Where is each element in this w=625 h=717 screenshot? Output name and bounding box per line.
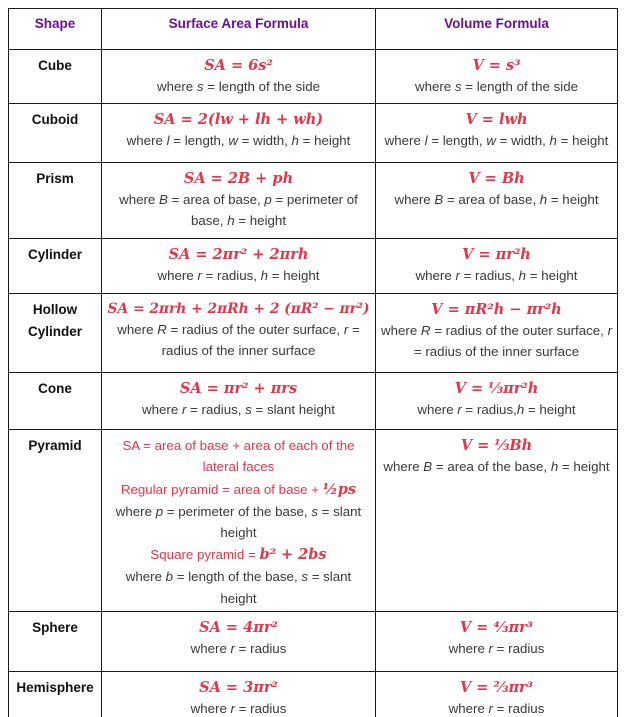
sa-cell-cylinder xyxy=(102,239,376,294)
volume-where-clause: where l = length, w = width, h = height xyxy=(384,133,609,149)
sa-where-clause: where l = length, w = width, h = height xyxy=(126,133,351,149)
sa-formula: SA = 2(lw + lh + wh) xyxy=(153,111,324,128)
sa-cell-hollow-cylinder xyxy=(102,294,376,373)
volume-where-clause: where B = area of base, h = height xyxy=(394,192,599,208)
volume-cell-hollow-cylinder xyxy=(376,294,618,373)
table-row-sphere xyxy=(9,611,618,671)
sa-formula: SA = 2B + ph xyxy=(183,170,294,187)
header-shape: Shape xyxy=(9,9,102,50)
sa-formula: SA = 4πr² xyxy=(199,618,278,636)
sa-where-clause: where r = radius xyxy=(190,700,287,716)
volume-where-clause: where r = radius, h = height xyxy=(415,268,578,284)
volume-formula: V = s³ xyxy=(472,57,521,74)
shape-name-pyramid: Pyramid xyxy=(9,430,102,612)
sa-where-clause: where p = perimeter of the base, s = slant height xyxy=(115,503,362,540)
volume-formula: V = lwh xyxy=(465,111,528,128)
shape-name-cylinder: Cylinder xyxy=(9,239,102,294)
sa-cell-cuboid xyxy=(102,104,376,163)
volume-formula: V = πr²h xyxy=(462,246,531,263)
formula-table xyxy=(8,8,618,717)
shape-name-sphere: Sphere xyxy=(9,611,102,671)
header-row xyxy=(9,9,618,50)
shape-name-cuboid: Cuboid xyxy=(9,104,102,163)
volume-formula: V = πR²h − πr²h xyxy=(431,301,562,318)
sa-cell-pyramid xyxy=(102,430,376,612)
volume-cell-cuboid xyxy=(376,104,618,163)
table-row-hollow-cylinder xyxy=(9,294,618,373)
shape-name-hollow-cylinder: Hollow Cylinder xyxy=(9,294,102,373)
table-row-prism xyxy=(9,163,618,239)
sa-where-clause: where r = radius xyxy=(190,640,287,656)
sa-cell-prism xyxy=(102,163,376,239)
sa-formula: SA = πr² + πrs xyxy=(179,380,298,397)
table-row-cuboid xyxy=(9,104,618,163)
sa-where-clause: where R = radius of the outer surface, r = radius of the inner surface xyxy=(117,322,360,359)
table-row-pyramid xyxy=(9,430,618,612)
sa-formula-text-line: SA = area of base + area of each of the lateral faces xyxy=(122,438,355,475)
volume-where-clause: where r = radius xyxy=(448,700,545,716)
shape-name-hemisphere: Hemisphere xyxy=(9,671,102,717)
volume-cell-pyramid xyxy=(376,430,618,612)
sa-formula: SA = 6s² xyxy=(204,57,273,74)
volume-formula: V = ⁴⁄₃πr³ xyxy=(459,618,534,636)
volume-cell-cube xyxy=(376,50,618,104)
sa-cell-cube xyxy=(102,50,376,104)
volume-cell-prism xyxy=(376,163,618,239)
sa-regular-pyramid-line: Regular pyramid = area of base + ½ps xyxy=(120,480,357,498)
sa-where-clause: where r = radius, s = slant height xyxy=(142,402,335,418)
sa-cell-cone xyxy=(102,373,376,430)
volume-where-clause: where r = radius,h = height xyxy=(417,402,576,418)
sa-cell-sphere xyxy=(102,611,376,671)
header-surface-area: Surface Area Formula xyxy=(102,9,376,50)
shape-name-cube: Cube xyxy=(9,50,102,104)
volume-formula: V = ⅔πr³ xyxy=(459,678,534,696)
sa-square-pyramid-line: Square pyramid = b² + 2bs xyxy=(150,546,327,564)
volume-where-clause: where s = length of the side xyxy=(414,79,578,95)
sa-formula: SA = 2πr² + 2πrh xyxy=(168,246,309,263)
shape-name-prism: Prism xyxy=(9,163,102,239)
volume-cell-cone xyxy=(376,373,618,430)
sa-where-clause: where r = radius, h = height xyxy=(157,268,320,284)
table-row-cylinder xyxy=(9,239,618,294)
volume-where-clause: where r = radius xyxy=(448,640,545,656)
header-volume: Volume Formula xyxy=(376,9,618,50)
table-row-cube xyxy=(9,50,618,104)
volume-where-clause: where B = area of the base, h = height xyxy=(383,459,610,475)
volume-formula: V = ⅓Bh xyxy=(460,437,533,454)
volume-cell-sphere xyxy=(376,611,618,671)
shape-name-cone: Cone xyxy=(9,373,102,430)
sa-formula: SA = 2πrh + 2πRh + 2 (πR² − πr²) xyxy=(107,301,370,317)
sa-where-clause: where B = area of base, p = perimeter of base, h = height xyxy=(119,192,358,229)
volume-cell-cylinder xyxy=(376,239,618,294)
volume-formula: V = ⅓πr²h xyxy=(454,380,539,397)
sa-where-clause-2: where b = length of the base, s = slant height xyxy=(125,569,352,606)
sa-cell-hemisphere xyxy=(102,671,376,717)
volume-formula: V = Bh xyxy=(468,170,525,187)
sa-formula: SA = 3πr² xyxy=(199,678,278,696)
volume-cell-hemisphere xyxy=(376,671,618,717)
volume-where-clause: where R = radius of the outer surface, r = radius of the inner surface xyxy=(381,323,612,360)
table-row-hemisphere xyxy=(9,671,618,717)
table-row-cone xyxy=(9,373,618,430)
sa-where-clause: where s = length of the side xyxy=(156,79,320,95)
